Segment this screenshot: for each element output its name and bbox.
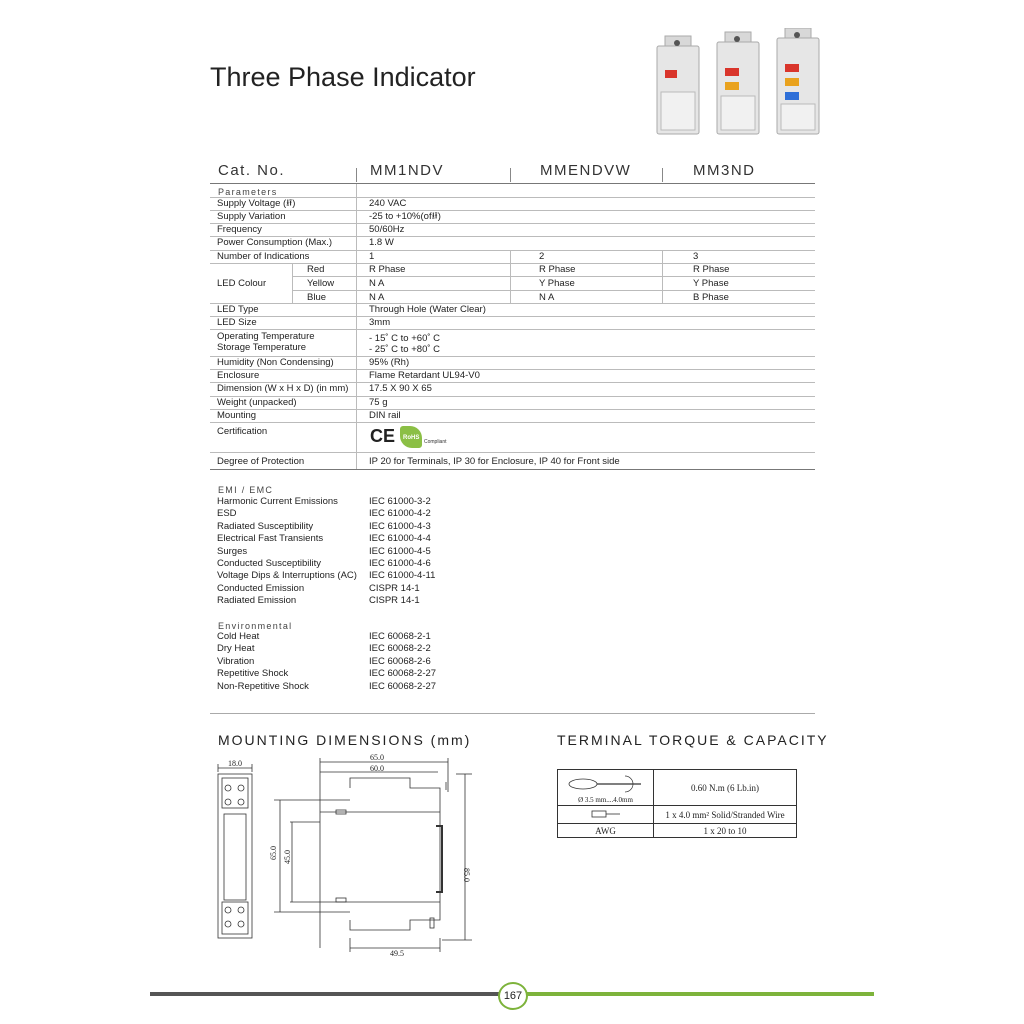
awg-label: AWG [558,824,654,838]
label-st-temp: Storage Temperature [217,342,307,353]
label-enclosure: Enclosure [217,370,260,381]
label-red: Red [307,264,325,275]
screwdriver-cell [558,770,654,806]
model-header-2: MMENDVW [540,162,632,179]
value-supply-variation: -25 to +10%(of⭿) [369,211,441,222]
list-item-key: Harmonic Current Emissions [217,496,338,507]
page-number: 167 [498,982,528,1010]
value-dimension: 17.5 X 90 X 65 [369,383,432,394]
value-weight: 75 g [369,397,388,408]
value-led-type: Through Hole (Water Clear) [369,304,486,315]
list-item-key: Cold Heat [217,631,260,642]
front-view [218,764,252,938]
rohs-label: RoHS [403,435,420,441]
label-frequency: Frequency [217,224,262,235]
env-heading: Environmental [218,621,293,631]
wire-value: 1 x 4.0 mm² Solid/Stranded Wire [654,806,797,824]
value-protection: IP 20 for Terminals, IP 30 for Enclosure, IP 40 for Front side [369,456,620,467]
model-header-1: MM1NDV [370,162,445,179]
label-supply-voltage: Supply Voltage (⭿) [217,198,296,209]
value-red-3: R Phase [693,264,730,275]
mounting-dims-heading: MOUNTING DIMENSIONS (mm) [218,732,472,748]
label-dimension: Dimension (W x H x D) (in mm) [217,383,349,394]
dim-65: 65.0 [370,753,384,762]
product-images [655,28,835,143]
value-st-temp: - 25˚ C to +80˚ C [369,344,441,355]
list-item-key: Voltage Dips & Interruptions (AC) [217,570,357,582]
list-item-value: CISPR 14-1 [369,582,420,594]
rohs-compliant: Compliant [424,439,447,445]
value-indications-1: 1 [369,251,375,262]
label-weight: Weight (unpacked) [217,397,297,408]
label-led-type: LED Type [217,304,259,315]
list-item-value: IEC 60068-2-2 [369,643,431,655]
dim-85: 85.0 [462,868,471,882]
value-enclosure: Flame Retardant UL94-V0 [369,370,480,381]
list-item-key: Conducted Susceptibility [217,557,322,569]
list-item-value: IEC 61000-4-6 [369,557,431,569]
list-item-value: IEC 60068-2-27 [369,680,437,692]
section-divider [210,713,815,714]
spec-table [210,162,815,472]
list-item-key: Radiated Susceptibility [217,520,314,532]
mounting-drawing [210,752,490,958]
value-op-temp: - 15˚ C to +60˚ C [369,333,441,344]
parameters-label: Parameters [218,187,278,197]
list-item-key: Conducted Emission [217,582,305,594]
value-yellow-2: Y Phase [539,278,575,289]
value-frequency: 50/60Hz [369,224,405,235]
value-supply-voltage: 240 VAC [369,198,407,209]
label-protection: Degree of Protection [217,456,305,467]
cat-no-header: Cat. No. [218,162,286,179]
list-item-value: IEC 61000-4-11 [369,570,436,582]
list-item-key: Vibration [217,655,255,667]
label-yellow: Yellow [307,278,335,289]
value-led-size: 3mm [369,317,391,328]
label-certification: Certification [217,426,268,437]
torque-heading: TERMINAL TORQUE & CAPACITY [557,732,829,748]
torque-table [557,769,797,838]
dim-60: 60.0 [370,764,384,773]
label-op-temp: Operating Temperature [217,331,315,342]
value-power: 1.8 W [369,237,394,248]
dim-width: 18.0 [228,759,242,768]
list-item-key: Dry Heat [217,643,255,655]
footer-bar-left [150,992,500,996]
label-power: Power Consumption (Max.) [217,237,333,248]
screwdriver-size: Ø 3.5 mm....4.0mm [578,795,633,804]
value-blue-2: N A [539,292,555,303]
side-view [274,758,472,952]
label-led-colour: LED Colour [217,278,267,289]
list-item-key: Non-Repetitive Shock [217,680,309,692]
product-mmendvw [717,32,759,134]
value-humidity: 95% (Rh) [369,357,410,368]
label-indications: Number of Indications [217,251,310,262]
label-blue: Blue [307,292,327,303]
list-item-value: IEC 60068-2-27 [369,668,437,680]
model-header-3: MM3ND [693,162,756,179]
label-mounting: Mounting [217,410,257,421]
product-mm1ndv [657,36,699,134]
label-led-size: LED Size [217,317,257,328]
wire-cell [558,806,654,824]
value-yellow-1: N A [369,278,385,289]
value-red-1: R Phase [369,264,406,275]
label-humidity: Humidity (Non Condensing) [217,357,334,368]
value-blue-3: B Phase [693,292,729,303]
value-indications-3: 3 [693,251,699,262]
footer-bar-right [524,992,874,996]
dim-65-vertical: 65.0 [269,846,278,860]
screwdriver-icon [561,772,651,796]
value-mounting: DIN rail [369,410,401,421]
value-yellow-3: Y Phase [693,278,729,289]
product-mm3nd [777,28,819,134]
list-item-value: IEC 61000-4-2 [369,508,431,520]
value-red-2: R Phase [539,264,576,275]
list-item-value: CISPR 14-1 [369,595,420,607]
list-item-key: Radiated Emission [217,595,297,607]
value-blue-1: N A [369,292,385,303]
torque-value: 0.60 N.m (6 Lb.in) [654,770,797,806]
list-item-value: IEC 61000-4-5 [369,545,431,557]
ce-mark: CE [370,426,396,446]
list-item-value: IEC 61000-4-3 [369,520,431,532]
list-item-value: IEC 60068-2-6 [369,655,431,667]
awg-value: 1 x 20 to 10 [654,824,797,838]
wire-icon [586,809,626,819]
list-item-key: ESD [217,508,237,520]
rohs-leaf-icon [400,426,422,448]
list-item-value: IEC 61000-3-2 [369,496,431,507]
list-item-key: Surges [217,545,248,557]
dim-49-5: 49.5 [390,949,404,958]
list-item-value: IEC 61000-4-4 [369,533,431,545]
label-supply-variation: Supply Variation [217,211,286,222]
page-title: Three Phase Indicator [210,62,476,92]
dim-45: 45.0 [283,850,292,864]
list-item-key: Repetitive Shock [217,668,289,680]
list-item-value: IEC 60068-2-1 [369,631,431,642]
value-indications-2: 2 [539,251,545,262]
list-item-key: Electrical Fast Transients [217,533,324,545]
emi-heading: EMI / EMC [218,485,274,495]
